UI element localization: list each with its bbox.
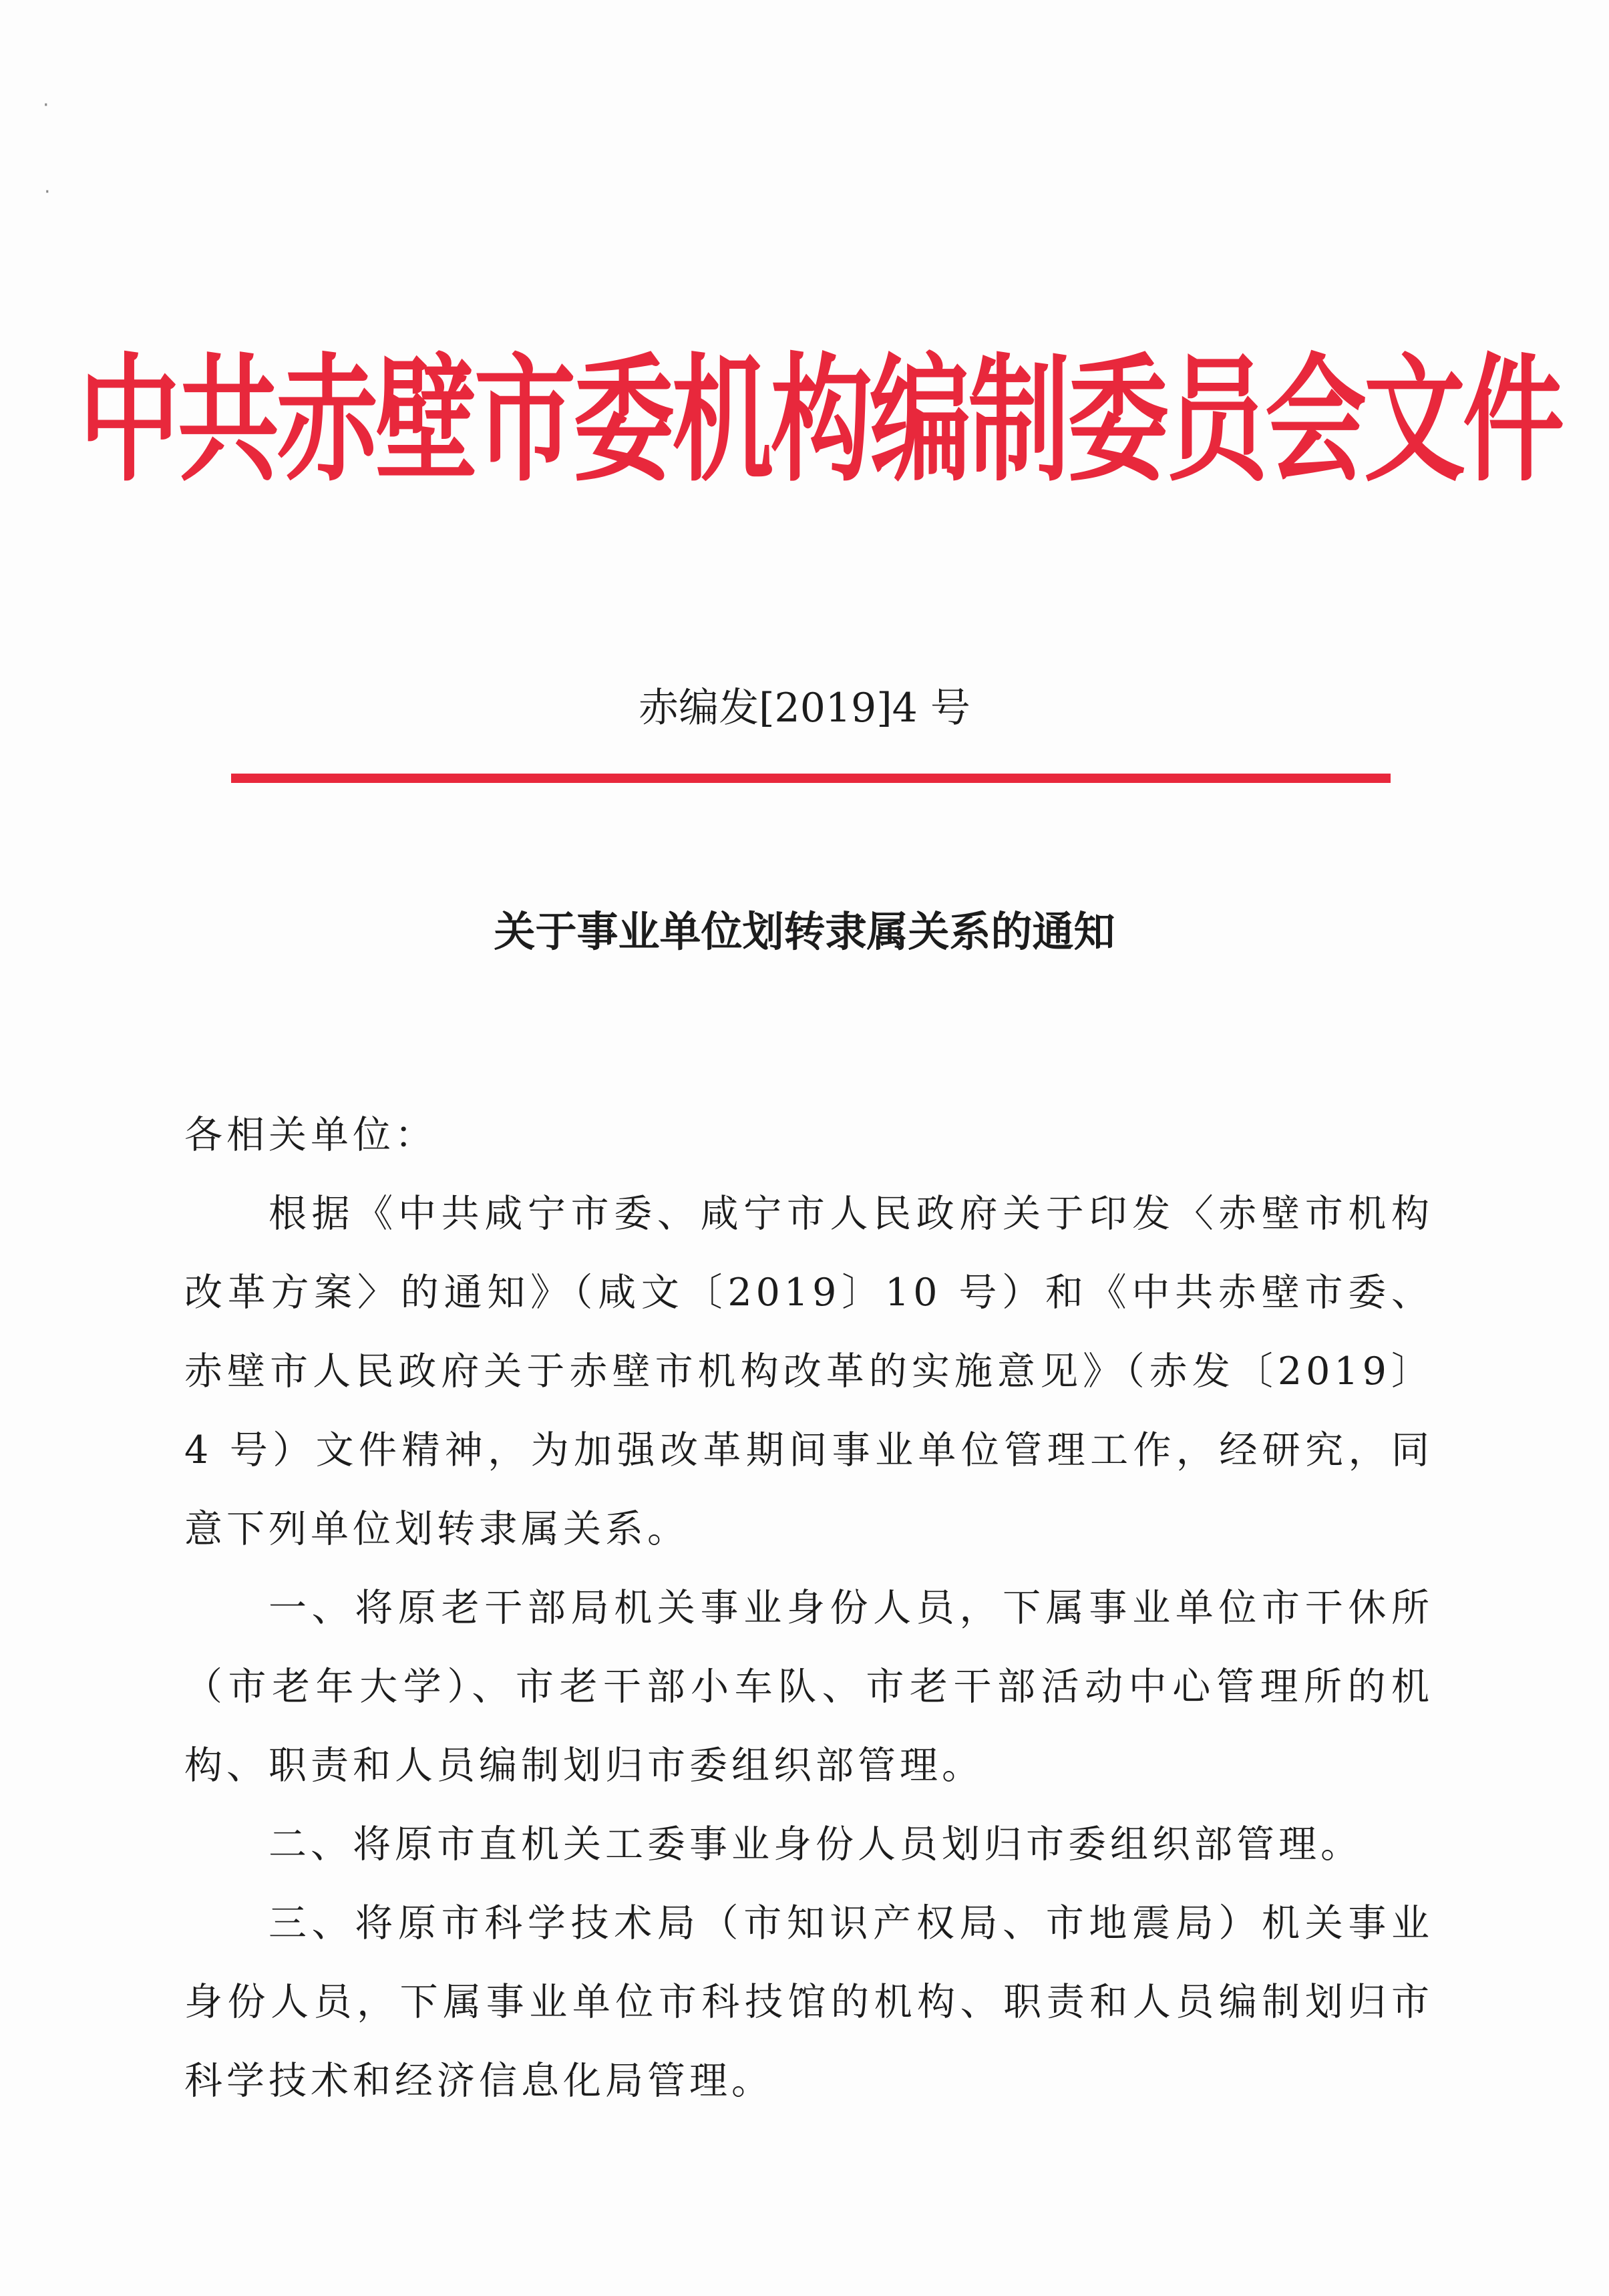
- addressee: 各相关单位：: [184, 1113, 437, 1157]
- red-header-title: 中共赤壁市委机构编制委员会文件: [79, 340, 1562, 500]
- paragraph-item-3: 三、将原市科学技术局（市知识产权局、市地震局）机关事业身份人员，下属事业单位市科技馆的机构、职责和人员编制划归市科学技术和经济信息化局管理。: [184, 1901, 1433, 2103]
- notice-body: [184, 1096, 1433, 2120]
- paragraph-item-2: 二、将原市直机关工委事业身份人员划归市委组织部管理。: [269, 1822, 1363, 1866]
- scan-speck: ·: [43, 94, 49, 117]
- paragraph-item-1: 一、将原老干部局机关事业身份人员，下属事业单位市干休所（市老年大学）、市老干部小车队、市老干部活动中心管理所的机构、职责和人员编制划归市委组织部管理。: [184, 1586, 1433, 1788]
- document-number: 赤编发[2019]4 号: [639, 685, 970, 731]
- notice-title: 关于事业单位划转隶属关系的通知: [494, 907, 1115, 956]
- paragraph-basis: 根据《中共咸宁市委、咸宁市人民政府关于印发〈赤壁市机构改革方案〉的通知》（咸文〔2019〕10 号）和《中共赤壁市委、赤壁市人民政府关于赤壁市机构改革的实施意见》（赤发〔2019〕4 号）文件精神，为加强改革期间事业单位管理工作，经研究，同意下列单位划转隶属关系。: [184, 1192, 1433, 1551]
- red-divider-line: [231, 774, 1391, 783]
- scan-speck: ·: [44, 180, 51, 204]
